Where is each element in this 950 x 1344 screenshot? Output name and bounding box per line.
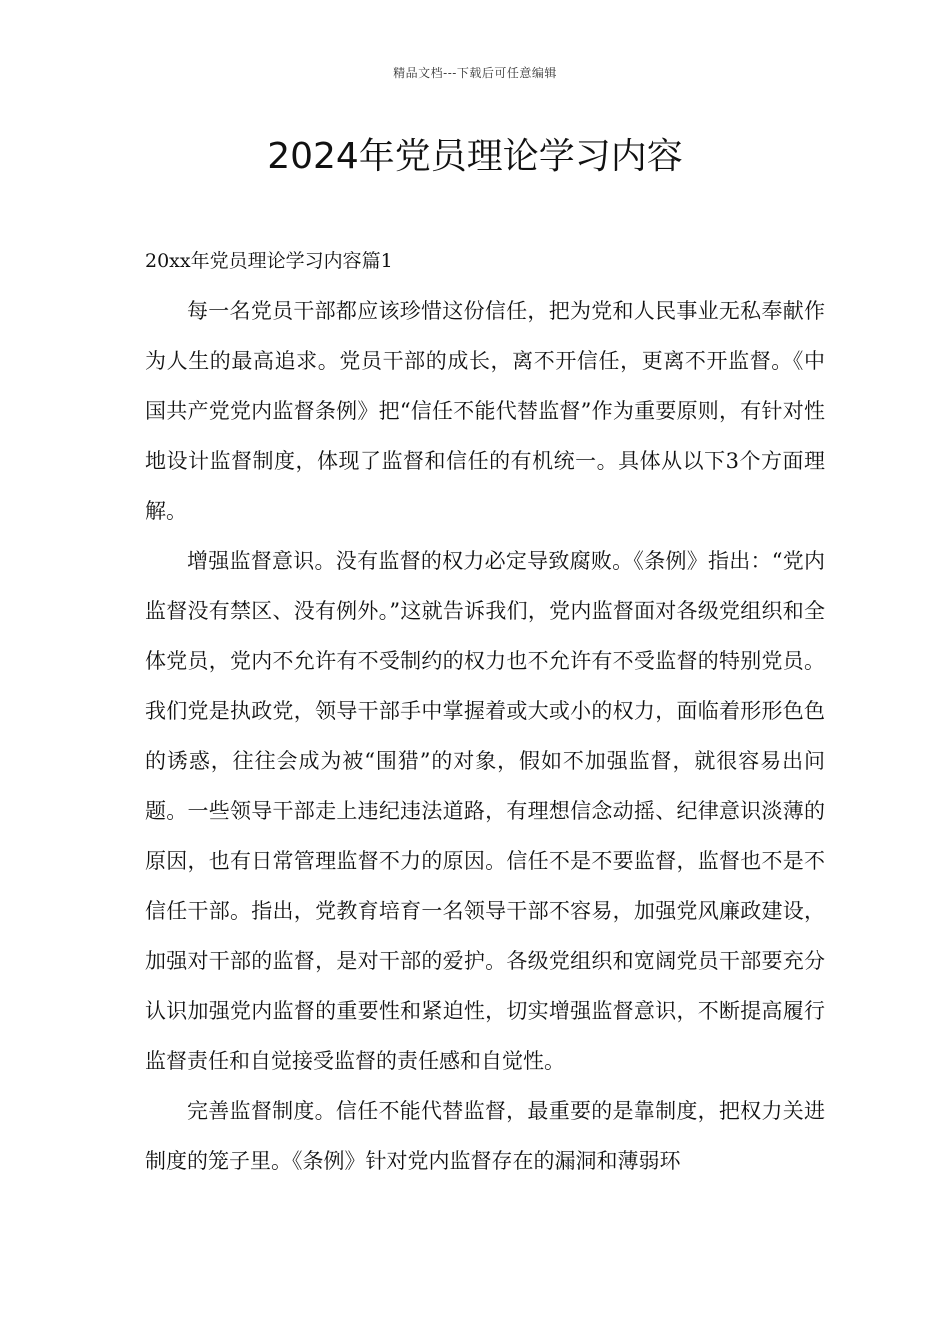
paragraph-2: 增强监督意识。没有监督的权力必定导致腐败。《条例》指出：“党内监督没有禁区、没有例外。”这就告诉我们，党内监督面对各级党组织和全体党员，党内不允许有不受制约的权力也不允许有不受监督的特别党员。我们党是执政党，领导干部手中掌握着或大或小的权力，面临着形形色色的诱惑，往往会成为被“围猎”的对象，假如不加强监督，就很容易出问题。一些领导干部走上违纪违法道路，有理想信念动摇、纪律意识淡薄的原因，也有日常管理监督不力的原因。信任不是不要监督，监督也不是不信任干部。指出，党教育培育一名领导干部不容易，加强党风廉政建设，加强对干部的监督，是对干部的爱护。各级党组织和宽阔党员干部要充分认识加强党内监督的重要性和紧迫性，切实增强监督意识，不断提高履行监督责任和自觉接受监督的责任感和自觉性。 [145,549,825,1073]
document-body [145,236,825,1186]
page-header: 精品文档---下载后可任意编辑 [393,66,557,80]
paragraph-1: 每一名党员干部都应该珍惜这份信任，把为党和人民事业无私奉献作为人生的最高追求。党员干部的成长，离不开信任，更离不开监督。《中国共产党党内监督条例》把“信任不能代替监督”作为重要原则，有针对性地设计监督制度，体现了监督和信任的有机统一。具体从以下3个方面理解。 [145,299,825,523]
document-title: 2024年党员理论学习内容 [267,136,683,177]
section-heading: 20xx年党员理论学习内容篇1 [145,250,393,272]
paragraph-3: 完善监督制度。信任不能代替监督，最重要的是靠制度，把权力关进制度的笼子里。《条例》针对党内监督存在的漏洞和薄弱环 [145,1099,825,1173]
